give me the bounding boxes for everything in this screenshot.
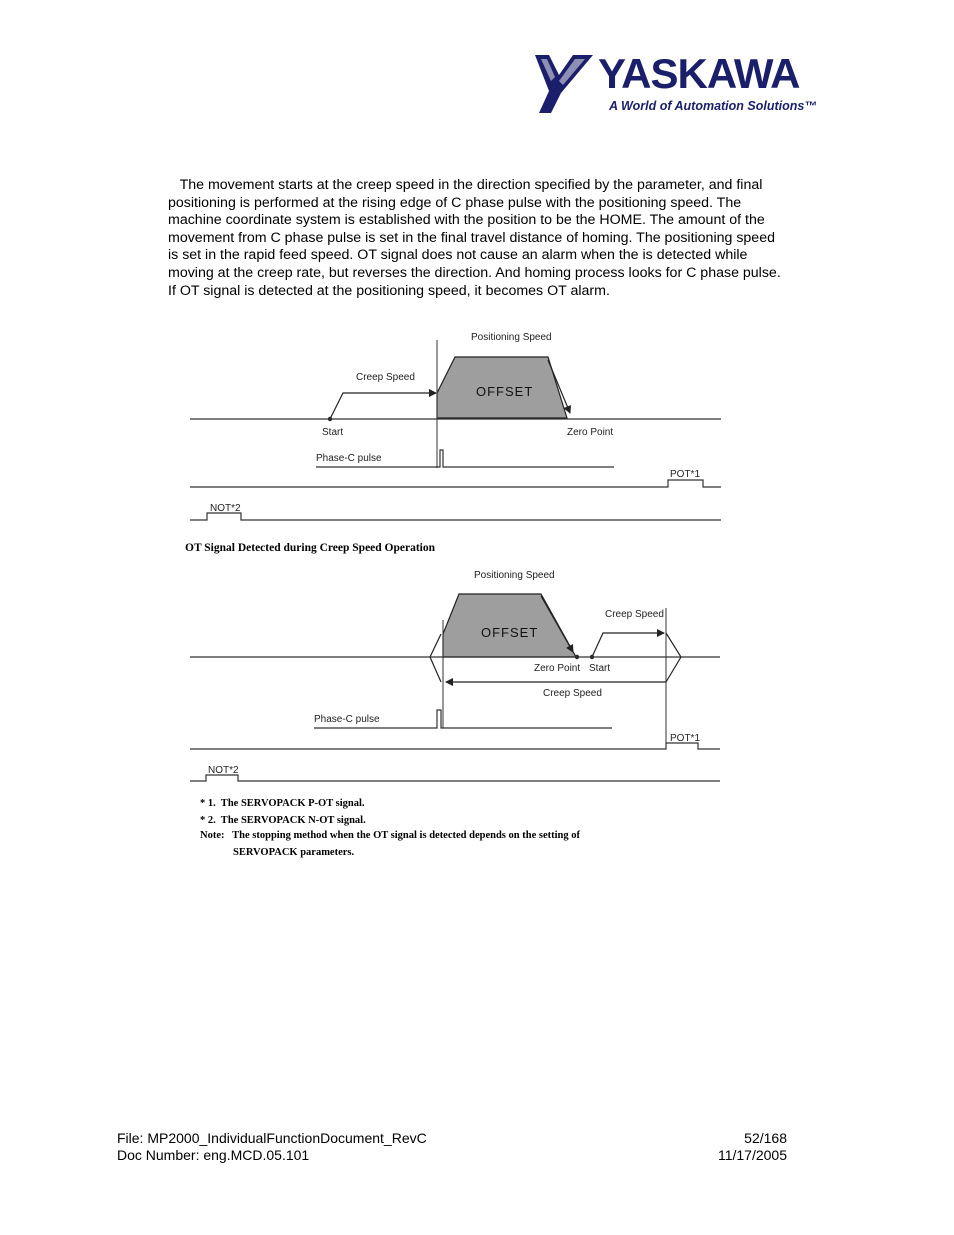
body-line: is set in the rapid feed speed. OT signal does not cause an alarm when the is detected while	[168, 247, 748, 264]
note-2: * 2. The SERVOPACK N-OT signal.	[200, 815, 366, 826]
body-line: The movement starts at the creep speed in the direction specified by the parameter, and final	[168, 177, 763, 193]
zero-point-label: Zero Point	[567, 427, 614, 438]
page-footer	[117, 1130, 787, 1163]
phase-c-label: Phase-C pulse	[314, 714, 380, 725]
note-3: Note: The stopping method when the OT signal is detected depends on the setting of	[200, 830, 580, 841]
diagram-1	[190, 332, 721, 520]
positioning-speed-label: Positioning Speed	[474, 570, 555, 581]
pot-signal	[190, 480, 721, 487]
phase-c-label: Phase-C pulse	[316, 453, 382, 464]
pot-signal	[190, 743, 720, 749]
creep-speed-label: Creep Speed	[356, 372, 415, 383]
positioning-speed-label: Positioning Speed	[471, 332, 552, 343]
offset-label: OFFSET	[476, 384, 534, 399]
start-label: Start	[589, 663, 611, 674]
note-4: SERVOPACK parameters.	[233, 847, 355, 858]
body-line: movement from C phase pulse is set in the final travel distance of homing. The positioning speed	[168, 229, 775, 246]
start-label: Start	[322, 427, 344, 438]
body-line: If OT signal is detected at the positioning speed, it becomes OT alarm.	[168, 282, 610, 299]
not-label: NOT*2	[210, 503, 241, 514]
diagram-2	[190, 570, 720, 781]
not-signal	[190, 513, 721, 520]
zero-point-label: Zero Point	[534, 663, 581, 674]
note-1: * 1. The SERVOPACK P-OT signal.	[200, 798, 365, 809]
creep-speed-top-label: Creep Speed	[605, 609, 664, 620]
body-line: machine coordinate system is established with the position to be the HOME. The amount of the	[168, 212, 765, 229]
body-line: positioning is performed at the rising edge of C phase pulse with the positioning speed. The	[168, 194, 742, 211]
not-signal	[190, 775, 720, 781]
footer-doc-number: Doc Number: eng.MCD.05.101	[117, 1146, 310, 1163]
body-line: moving at the creep rate, but reverses the direction. And homing process looks for C phase pulse.	[168, 264, 781, 281]
footer-date: 11/17/2005	[717, 1146, 787, 1163]
footer-page-number: 52/168	[744, 1130, 787, 1146]
pot-label: POT*1	[670, 733, 701, 744]
pot-label: POT*1	[670, 469, 701, 480]
diagram-notes	[200, 798, 580, 858]
diagram-2-caption: OT Signal Detected during Creep Speed Operation	[185, 542, 436, 554]
footer-file: File: MP2000_IndividualFunctionDocument_RevC	[117, 1130, 427, 1146]
logo-tagline: A World of Automation Solutions™	[609, 99, 817, 113]
offset-label: OFFSET	[481, 625, 539, 640]
creep-speed-path	[592, 633, 664, 657]
reversal-left	[430, 634, 441, 682]
logo-wordmark: YASKAWA	[598, 50, 800, 97]
creep-speed-bottom-label: Creep Speed	[543, 688, 602, 699]
creep-speed-path	[330, 393, 436, 419]
not-label: NOT*2	[208, 765, 239, 776]
